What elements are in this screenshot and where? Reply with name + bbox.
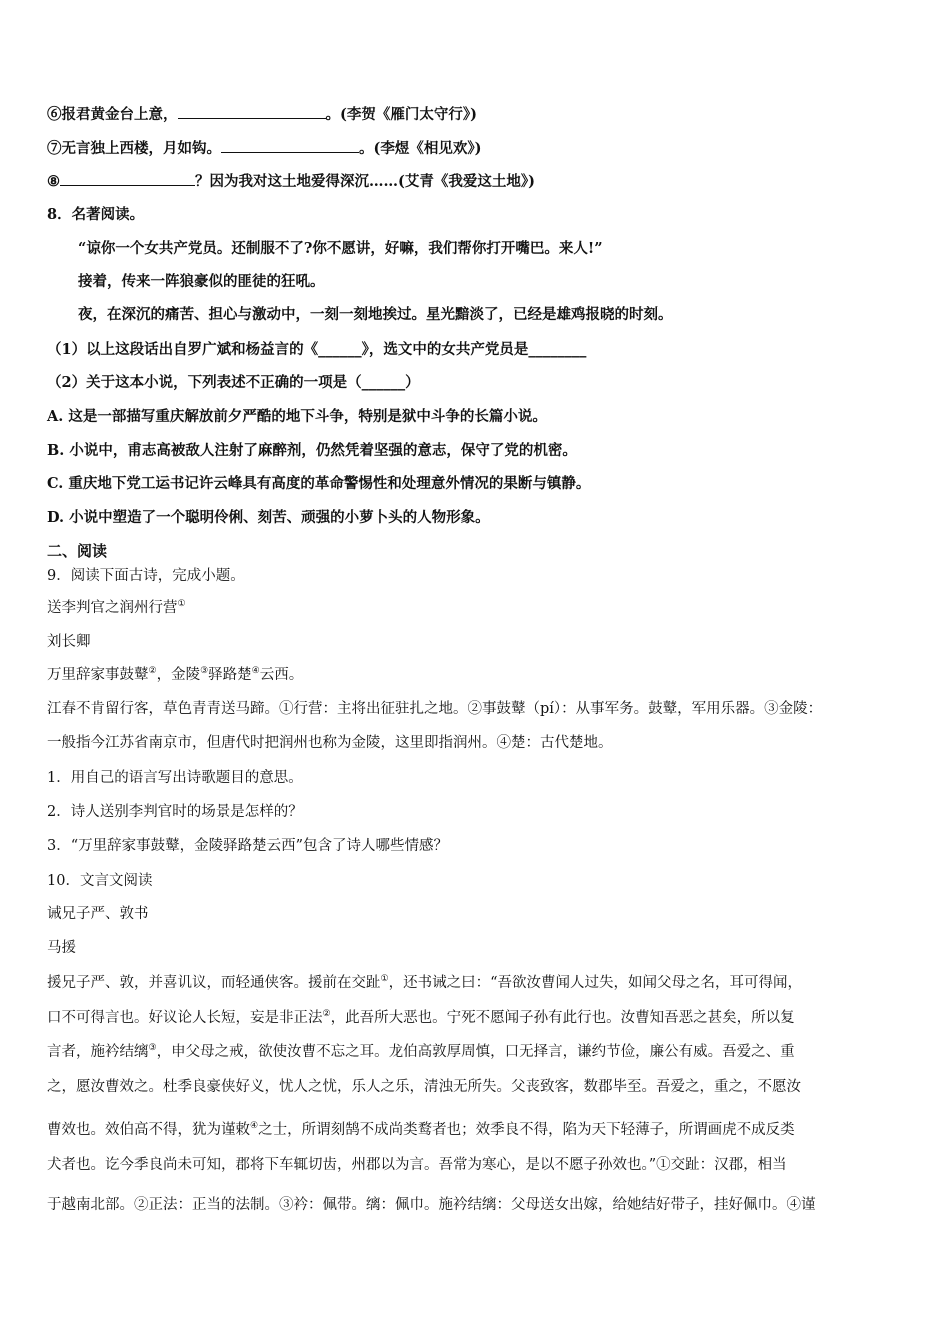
option-c[interactable]: C. 重庆地下党工运书记许云峰具有高度的革命警惕性和处理意外情况的果断与镇静。 bbox=[47, 475, 591, 492]
poem-blank-line-8: ⑧ ？因为我对这土地爱得深沉……(艾青《我爱这土地》) bbox=[47, 170, 535, 192]
question-8-title: 8．名著阅读。 bbox=[47, 206, 145, 223]
poem-notes: 一般指今江苏省南京市，但唐代时把润州也称为金陵，这里即指润州。④楚：古代楚地。 bbox=[47, 735, 613, 751]
text-author: 马援 bbox=[47, 940, 76, 956]
quote-line: 夜，在深沉的痛苦、担心与激动中，一刻一刻地挨过。星光黯淡了，已经是雄鸡报晓的时刻。 bbox=[78, 306, 673, 323]
passage-line: 曹效也。效伯高不得，犹为谨敕④之士，所谓刻鹄不成尚类鹜者也；效季良不得，陷为天下轻薄子，所谓画虎不成反类 bbox=[47, 1121, 795, 1138]
quote-line: 接着，传来一阵狼豪似的匪徒的狂吼。 bbox=[78, 273, 325, 290]
option-a[interactable]: A. 这是一部描写重庆解放前夕严酷的地下斗争，特别是狱中斗争的长篇小说。 bbox=[47, 408, 547, 425]
passage-line: 犬者也。讫今季良尚未可知，郡将下车辄切齿，州郡以为言。吾常为寒心，是以不愿子孙效也。”①交趾：汉郡，相当 bbox=[47, 1157, 787, 1173]
passage-line: 之，愿汝曹效之。杜季良豪侠好义，忧人之忧，乐人之乐，清浊无所失。父丧致客，数郡毕至。吾爱之，重之，不愿汝 bbox=[47, 1079, 801, 1095]
poem-author: 刘长卿 bbox=[47, 634, 91, 650]
sub-question-2: （2）关于这本小说，下列表述不正确的一项是（______） bbox=[47, 374, 420, 391]
passage-notes: 于越南北部。②正法：正当的法制。③衿：佩带。缡：佩巾。施衿结缡：父母送女出嫁，给她结好带子，挂好佩巾。④谨 bbox=[47, 1197, 816, 1213]
sub-question: 3．“万里辞家事鼓鼙，金陵驿路楚云西”包含了诗人哪些情感？ bbox=[47, 838, 449, 854]
poem-line-2-notes: 江春不肯留行客，草色青青送马蹄。①行营：主将出征驻扎之地。②事鼓鼙（pí）：从事军务。鼓鼙，军用乐器。③金陵： bbox=[47, 701, 823, 717]
poem-line-1: 万里辞家事鼓鼙②，金陵③驿路楚④云西。 bbox=[47, 666, 304, 683]
option-b[interactable]: B. 小说中，甫志高被敌人注射了麻醉剂，仍然凭着坚强的意志，保守了党的机密。 bbox=[47, 442, 577, 459]
sub-question: 1．用自己的语言写出诗歌题目的意思。 bbox=[47, 770, 303, 786]
section-title: 二、阅读 bbox=[47, 542, 108, 560]
question-10-title: 10．文言文阅读 bbox=[47, 873, 153, 889]
passage-line: 口不可得言也。好议论人长短，妄是非正法②，此吾所大恶也。宁死不愿闻子孙有此行也。汝曹知吾恶之甚矣，所以复 bbox=[47, 1009, 795, 1026]
quote-line: “谅你一个女共产党员。还制服不了?你不愿讲，好嘛，我们帮你打开嘴巴。来人!” bbox=[78, 240, 603, 257]
answer-blank[interactable] bbox=[178, 103, 326, 119]
sub-question: 2．诗人送别李判官时的场景是怎样的？ bbox=[47, 804, 303, 820]
option-d[interactable]: D. 小说中塑造了一个聪明伶俐、刻苦、顽强的小萝卜头的人物形象。 bbox=[47, 509, 490, 526]
question-9-title: 9．阅读下面古诗，完成小题。 bbox=[47, 568, 245, 584]
poem-blank-line-6: ⑥报君黄金台上意， 。(李贺《雁门太守行》) bbox=[47, 103, 477, 125]
passage-line: 言者，施衿结缡③，申父母之戒，欲使汝曹不忘之耳。龙伯高敦厚周慎，口无择言，谦约节俭，廉公有威。吾爱之、重 bbox=[47, 1043, 795, 1060]
sub-question-1: （1）以上这段话出自罗广斌和杨益言的《______》，选文中的女共产党员是________ bbox=[47, 341, 587, 358]
passage-line: 援兄子严、敦，并喜讥议，而轻通侠客。援前在交趾①，还书诫之曰：“吾欲汝曹闻人过失，如闻父母之名，耳可得闻， bbox=[47, 974, 802, 991]
answer-blank[interactable] bbox=[60, 170, 195, 186]
poem-title: 送李判官之润州行营① bbox=[47, 599, 186, 616]
answer-blank[interactable] bbox=[221, 137, 359, 153]
text-title: 诫兄子严、敦书 bbox=[47, 906, 149, 922]
poem-blank-line-7: ⑦无言独上西楼，月如钩。 。(李煜《相见欢》) bbox=[47, 137, 481, 159]
